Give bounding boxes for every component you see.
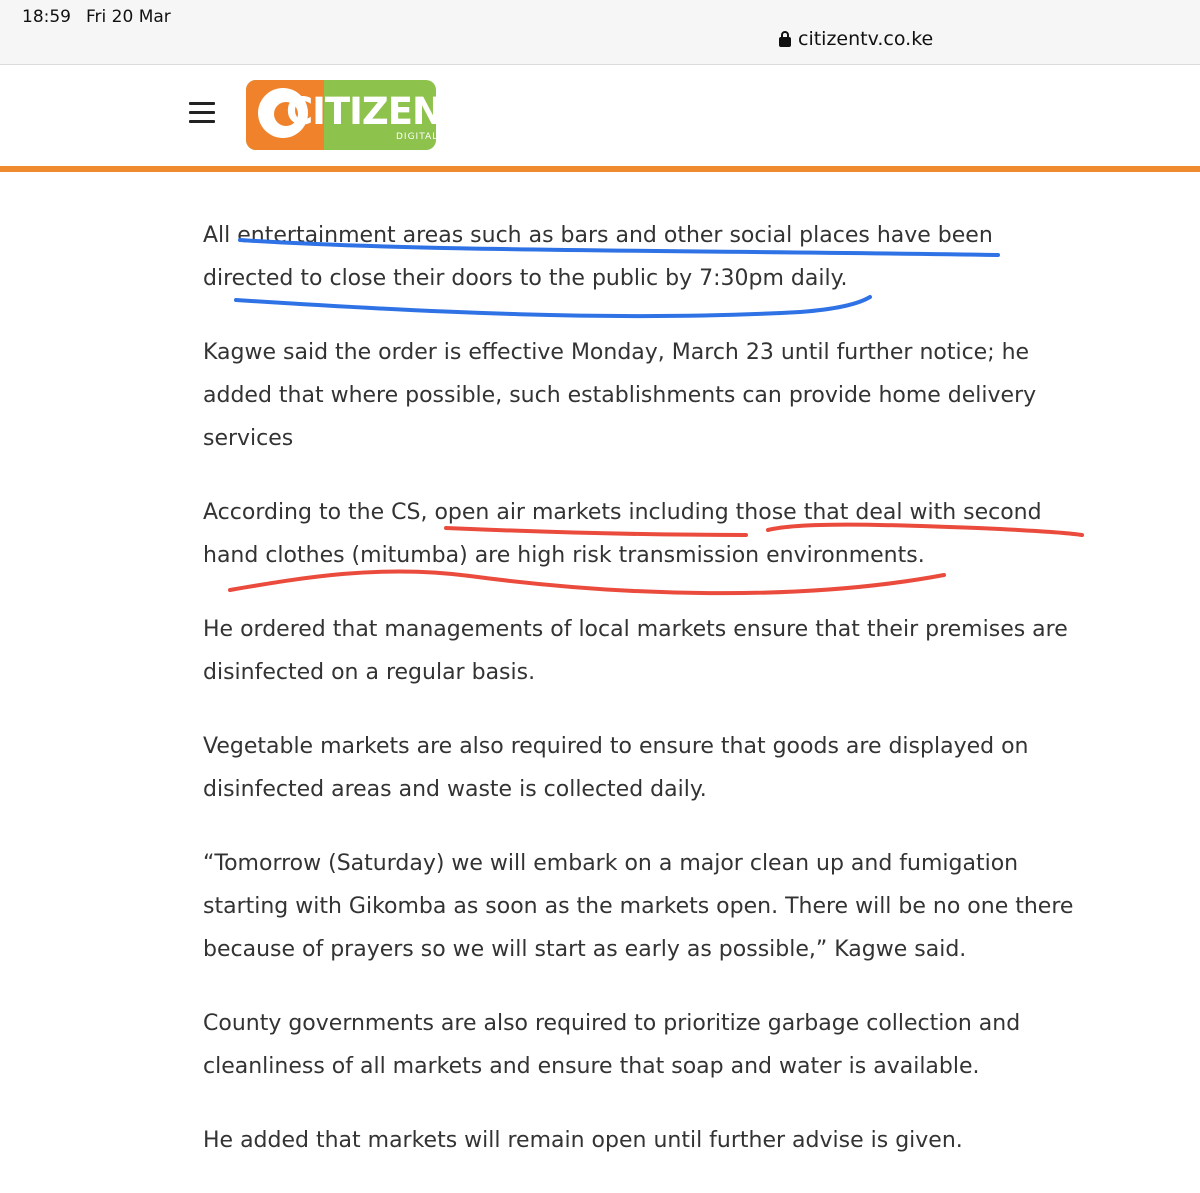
hamburger-menu-icon[interactable] [187, 100, 217, 126]
article-paragraph: He added that markets will remain open until further advise is given. [203, 1128, 963, 1153]
lock-icon [778, 30, 792, 48]
browser-status-bar [0, 0, 1200, 65]
article-paragraph: “Tomorrow (Saturday) we will embark on a major clean up and fumigation starting with Gikomba as soon as the markets open. There will be no one there because of prayers so we will start as early as possible,” Kagwe said. [203, 851, 1074, 962]
article-paragraph: Vegetable markets are also required to ensure that goods are displayed on disinfected areas and waste is collected daily. [203, 734, 1029, 802]
logo-subtext: DIGITAL [396, 132, 439, 142]
header-divider [0, 166, 1200, 172]
url-text: citizentv.co.ke [798, 28, 934, 50]
article-body [203, 214, 1083, 1193]
article-paragraph: According to the CS, open air markets including those that deal with second hand clothes (mitumba) are high risk transmission environments. [203, 500, 1042, 568]
status-time: 18:59 [22, 7, 71, 27]
site-header [0, 65, 1200, 166]
article-paragraph: All entertainment areas such as bars and other social places have been directed to close their doors to the public by 7:30pm daily. [203, 223, 993, 291]
article-paragraph: Kagwe said the order is effective Monday, March 23 until further notice; he added that where possible, such establishments can provide home delivery services [203, 340, 1037, 451]
article-paragraph: County governments are also required to prioritize garbage collection and cleanliness of all markets and ensure that soap and water is available. [203, 1011, 1021, 1079]
logo-text: CITIZEN [286, 90, 442, 133]
article-paragraph: He ordered that managements of local markets ensure that their premises are disinfected on a regular basis. [203, 617, 1068, 685]
citizen-digital-logo[interactable] [246, 80, 442, 150]
status-date: Fri 20 Mar [86, 7, 171, 27]
address-bar[interactable] [778, 28, 933, 50]
